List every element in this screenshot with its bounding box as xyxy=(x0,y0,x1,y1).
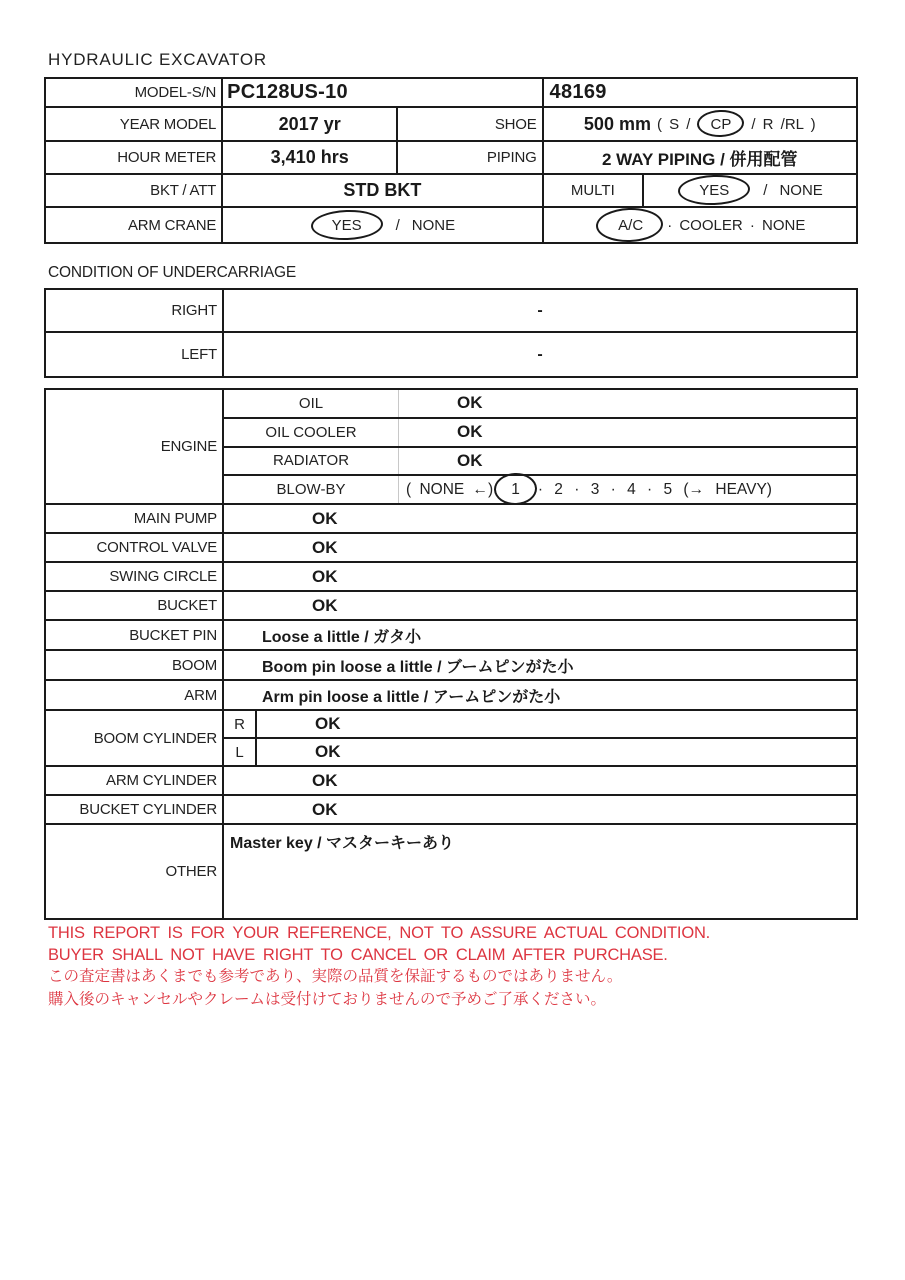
bucket-cylinder-label: BUCKET CYLINDER xyxy=(46,796,224,823)
ac-cooler-rest: · COOLER · NONE xyxy=(667,216,806,234)
row-right xyxy=(46,290,856,333)
disclaimer-line-4: 購入後のキャンセルやクレームは受付けておりませんので予めご了承ください。 xyxy=(48,990,607,1008)
boom-cylinder-subrows xyxy=(224,711,856,765)
multi-none-option: NONE xyxy=(779,182,823,199)
swing-circle-label: SWING CIRCLE xyxy=(46,563,224,590)
bkt-att-label: BKT / ATT xyxy=(46,175,223,206)
boom-label: BOOM xyxy=(46,651,224,679)
arm-crane-label: ARM CRANE xyxy=(46,208,223,242)
row-engine-oil-cooler xyxy=(224,419,856,448)
engine-oil-cooler-label: OIL COOLER xyxy=(224,419,399,446)
row-bucket-cylinder xyxy=(46,796,856,825)
row-boom-cylinder-l xyxy=(224,739,856,765)
bucket-label: BUCKET xyxy=(46,592,224,619)
row-control-valve xyxy=(46,534,856,563)
left-value-cell xyxy=(224,333,856,376)
shoe-cp-selection-circle: CP xyxy=(710,115,732,133)
engine-radiator-label: RADIATOR xyxy=(224,448,399,475)
serial-value: 48169 xyxy=(549,81,607,103)
engine-blowby-label: BLOW-BY xyxy=(224,476,399,503)
hour-meter-label: HOUR METER xyxy=(46,142,223,173)
boom-cylinder-l-value: OK xyxy=(315,742,341,761)
right-value: - xyxy=(537,301,543,319)
year-value: 2017 yr xyxy=(278,113,341,134)
control-valve-label: CONTROL VALVE xyxy=(46,534,224,561)
multi-yes-selection-circle: YES xyxy=(699,182,730,199)
shoe-options-open: ( S / xyxy=(656,115,691,133)
condition-table xyxy=(44,388,858,920)
arm-crane-slash: / xyxy=(395,216,400,234)
row-boom-cylinder xyxy=(46,711,856,767)
engine-subrows xyxy=(224,390,856,503)
row-model xyxy=(46,79,856,108)
bucket-pin-value: Loose a little / ガタ小 xyxy=(262,628,422,646)
hour-meter-value: 3,410 hrs xyxy=(270,147,349,167)
bucket-cylinder-value: OK xyxy=(312,799,338,819)
bkt-att-value: STD BKT xyxy=(343,180,422,200)
row-engine-radiator xyxy=(224,448,856,477)
multi-label: MULTI xyxy=(570,182,615,199)
row-swing-circle xyxy=(46,563,856,592)
boom-cylinder-l-label: L xyxy=(224,739,257,765)
disclaimer-line-3: この査定書はあくまでも参考であり、実際の品質を保証するものではありません。 xyxy=(48,968,623,985)
shoe-size: 500 mm xyxy=(583,113,651,134)
multi-slash: / xyxy=(763,182,768,199)
arm-cylinder-label: ARM CYLINDER xyxy=(46,767,224,794)
row-left xyxy=(46,333,856,376)
row-bucket-pin xyxy=(46,621,856,651)
row-arm-cylinder xyxy=(46,767,856,796)
row-arm xyxy=(46,681,856,711)
engine-oil-label: OIL xyxy=(224,390,399,417)
blowby-prefix: ( NONE ←) xyxy=(406,480,494,498)
year-label: YEAR MODEL xyxy=(46,108,223,140)
arm-crane-value-cell xyxy=(223,208,543,242)
other-value: Master key / マスターキーあり xyxy=(230,835,455,852)
ac-cooler-cell xyxy=(544,208,856,242)
left-label: LEFT xyxy=(46,333,224,376)
shoe-options-close: / R /RL ) xyxy=(751,115,816,133)
bucket-pin-label: BUCKET PIN xyxy=(46,621,224,649)
right-value-cell xyxy=(224,290,856,331)
row-year-shoe xyxy=(46,108,856,142)
undercarriage-heading: CONDITION OF UNDERCARRIAGE xyxy=(48,264,296,281)
undercarriage-table xyxy=(44,288,858,378)
shoe-label: SHOE xyxy=(398,108,543,140)
piping-label: PIPING xyxy=(398,142,543,173)
arm-crane-none-option: NONE xyxy=(411,216,456,234)
page-title: HYDRAULIC EXCAVATOR xyxy=(48,50,267,69)
main-pump-value: OK xyxy=(312,508,338,528)
row-armcrane-ac xyxy=(46,208,856,242)
boom-cylinder-r-label: R xyxy=(224,711,257,737)
spec-table xyxy=(44,77,858,244)
piping-value-cell xyxy=(544,142,856,173)
engine-label: ENGINE xyxy=(46,390,224,503)
bkt-att-value-cell xyxy=(223,175,543,206)
left-value: - xyxy=(537,345,543,363)
engine-blowby-scale xyxy=(399,476,856,503)
hour-meter-value-cell xyxy=(223,142,398,173)
control-valve-value: OK xyxy=(312,537,338,557)
multi-label-cell xyxy=(544,175,645,206)
boom-cylinder-label: BOOM CYLINDER xyxy=(46,711,224,765)
disclaimer xyxy=(48,923,710,1011)
row-main-pump xyxy=(46,505,856,534)
year-value-cell xyxy=(223,108,398,140)
boom-cylinder-r-value: OK xyxy=(315,714,341,733)
engine-oil-value: OK xyxy=(457,393,483,413)
row-other xyxy=(46,825,856,918)
row-engine xyxy=(46,390,856,505)
arm-crane-yes-selection-circle: YES xyxy=(331,216,362,234)
shoe-value-cell xyxy=(544,108,856,140)
arm-label: ARM xyxy=(46,681,224,709)
row-engine-oil xyxy=(224,390,856,419)
blowby-suffix: · 2 · 3 · 4 · 5 (→ HEAVY) xyxy=(537,480,772,498)
bucket-value: OK xyxy=(312,595,338,615)
disclaimer-line-2: BUYER SHALL NOT HAVE RIGHT TO CANCEL OR CLAIM AFTER PURCHASE. xyxy=(48,945,668,964)
model-label: MODEL-S/N xyxy=(46,79,223,106)
row-bkt-multi xyxy=(46,175,856,208)
engine-radiator-value: OK xyxy=(457,450,483,470)
arm-value: Arm pin loose a little / アームピンがた小 xyxy=(262,688,561,706)
engine-oil-cooler-value: OK xyxy=(457,422,483,442)
blowby-rating-selection-circle: 1 xyxy=(511,480,520,498)
multi-value-cell xyxy=(644,175,856,206)
main-pump-label: MAIN PUMP xyxy=(46,505,224,532)
model-value: PC128US-10 xyxy=(227,81,348,103)
row-bucket xyxy=(46,592,856,621)
right-label: RIGHT xyxy=(46,290,224,331)
row-boom xyxy=(46,651,856,681)
other-label: OTHER xyxy=(46,825,224,918)
row-boom-cylinder-r xyxy=(224,711,856,739)
swing-circle-value: OK xyxy=(312,566,338,586)
disclaimer-line-1: THIS REPORT IS FOR YOUR REFERENCE, NOT TO ASSURE ACTUAL CONDITION. xyxy=(48,924,711,942)
arm-cylinder-value: OK xyxy=(312,770,338,790)
row-engine-blowby xyxy=(224,476,856,503)
boom-value: Boom pin loose a little / ブームピンがた小 xyxy=(262,658,574,676)
row-hour-piping xyxy=(46,142,856,175)
serial-value-cell xyxy=(544,79,856,106)
piping-value: 2 WAY PIPING / 併用配管 xyxy=(601,150,798,169)
ac-selection-circle: A/C xyxy=(618,216,644,234)
model-value-cell xyxy=(223,79,543,106)
